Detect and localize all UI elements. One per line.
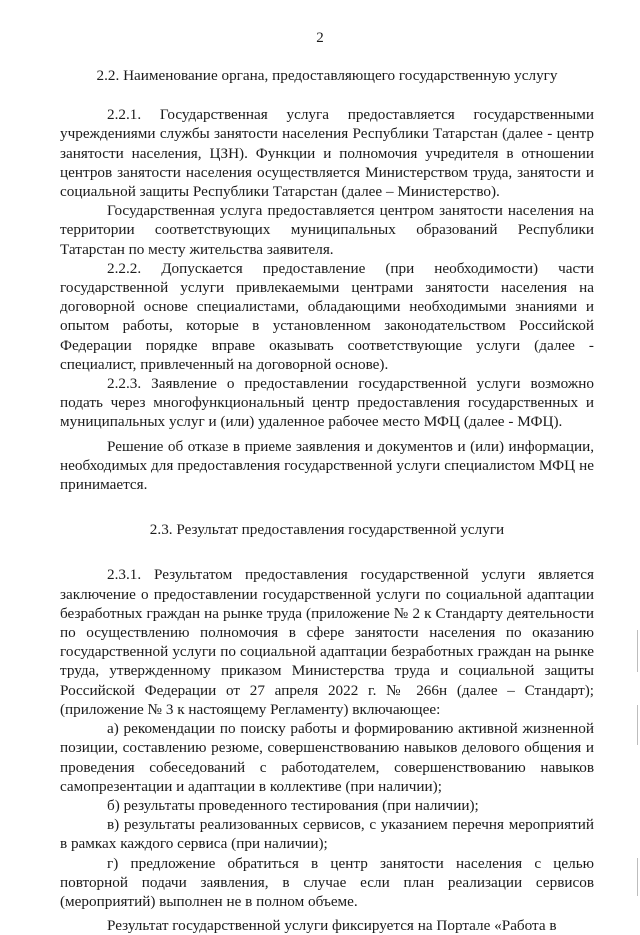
list-item-d: г) предложение обратиться в центр занятости населения с целью повторной подачи заявления, в случае если план реализации сервисов (мероприятий) выполнен не в полном объеме. [60, 854, 594, 910]
paragraph-2-2-2: 2.2.2. Допускается предоставление (при необходимости) части государственной услуги привлекаемыми центрами занятости населения на договорной основе специалистами, обладающими необходимыми знаниями и опытом работы, которые в установленном законодательством Российской Федерации порядке вправе оказывать соответствующие услуги (далее - специалист, привлеченный на договорной основе). [60, 259, 594, 373]
paragraph-2-2-1-territory: Государственная услуга предоставляется центром занятости населения на территории соответствующих муниципальных образований Республики Татарстан по месту жительства заявителя. [60, 202, 594, 258]
section-2-3-heading: 2.3. Результат предоставления государственной услуги [149, 521, 505, 539]
scan-margin-mark [637, 630, 638, 672]
paragraph-result-portal: Результат государственной услуги фиксируется на Портале «Работа в [107, 917, 557, 935]
paragraph-2-2-3-refusal: Решение об отказе в приеме заявления и документов и (или) информации, необходимых для предоставления государственной услуги специалистом МФЦ не принимается. [60, 437, 594, 494]
section-2-2-heading: 2.2. Наименование органа, предоставляющего государственную услугу [96, 67, 558, 84]
document-body [60, 62, 594, 935]
paragraph-2-2-1: 2.2.1. Государственная услуга предоставляется государственными учреждениями службы занятости населения Республики Татарстан (далее - центр занятости населения, ЦЗН). Функции и полномочия учредителя в отношении центров занятости населения осуществляется Министерством труда, занятости и социальной защиты Республики Татарстан (далее – Министерство). [60, 106, 594, 201]
paragraph-2-2-3: 2.2.3. Заявление о предоставлении государственной услуги возможно подать через многофункциональный центр предоставления государственных и муниципальных услуг и (или) удаленное рабочее место МФЦ (далее - МФЦ). [60, 375, 594, 431]
paragraph-2-3-1: 2.3.1. Результатом предоставления государственной услуги является заключение о предоставлении государственной услуги по социальной адаптации безработных граждан на рынке труда (приложение № 2 к Стандарту деятельности по осуществлению полномочия в сфере занятости населения по оказанию государственной услуги по социальной адаптации безработных граждан на рынке труда, утвержденному приказом Министерства труда и социальной защиты Российской Федерации от 27 апреля 2022 г. № 266н (далее – Стандарт); (приложение № 3 к настоящему Регламенту) включающее: [60, 566, 594, 718]
page-number: 2 [316, 30, 324, 46]
scan-margin-mark [637, 858, 638, 896]
list-item-c: в) результаты реализованных сервисов, с указанием перечня мероприятий в рамках каждого сервиса (при наличии); [60, 816, 594, 853]
list-item-a: а) рекомендации по поиску работы и формированию активной жизненной позиции, составлению резюме, совершенствованию навыков делового общения и проведения собеседований с работодателем, совершенствованию навыков самопрезентации и адаптации в коллективе (при наличии); [60, 720, 594, 795]
scan-margin-mark [637, 705, 638, 745]
list-item-b: б) результаты проведенного тестирования (при наличии); [107, 796, 479, 814]
